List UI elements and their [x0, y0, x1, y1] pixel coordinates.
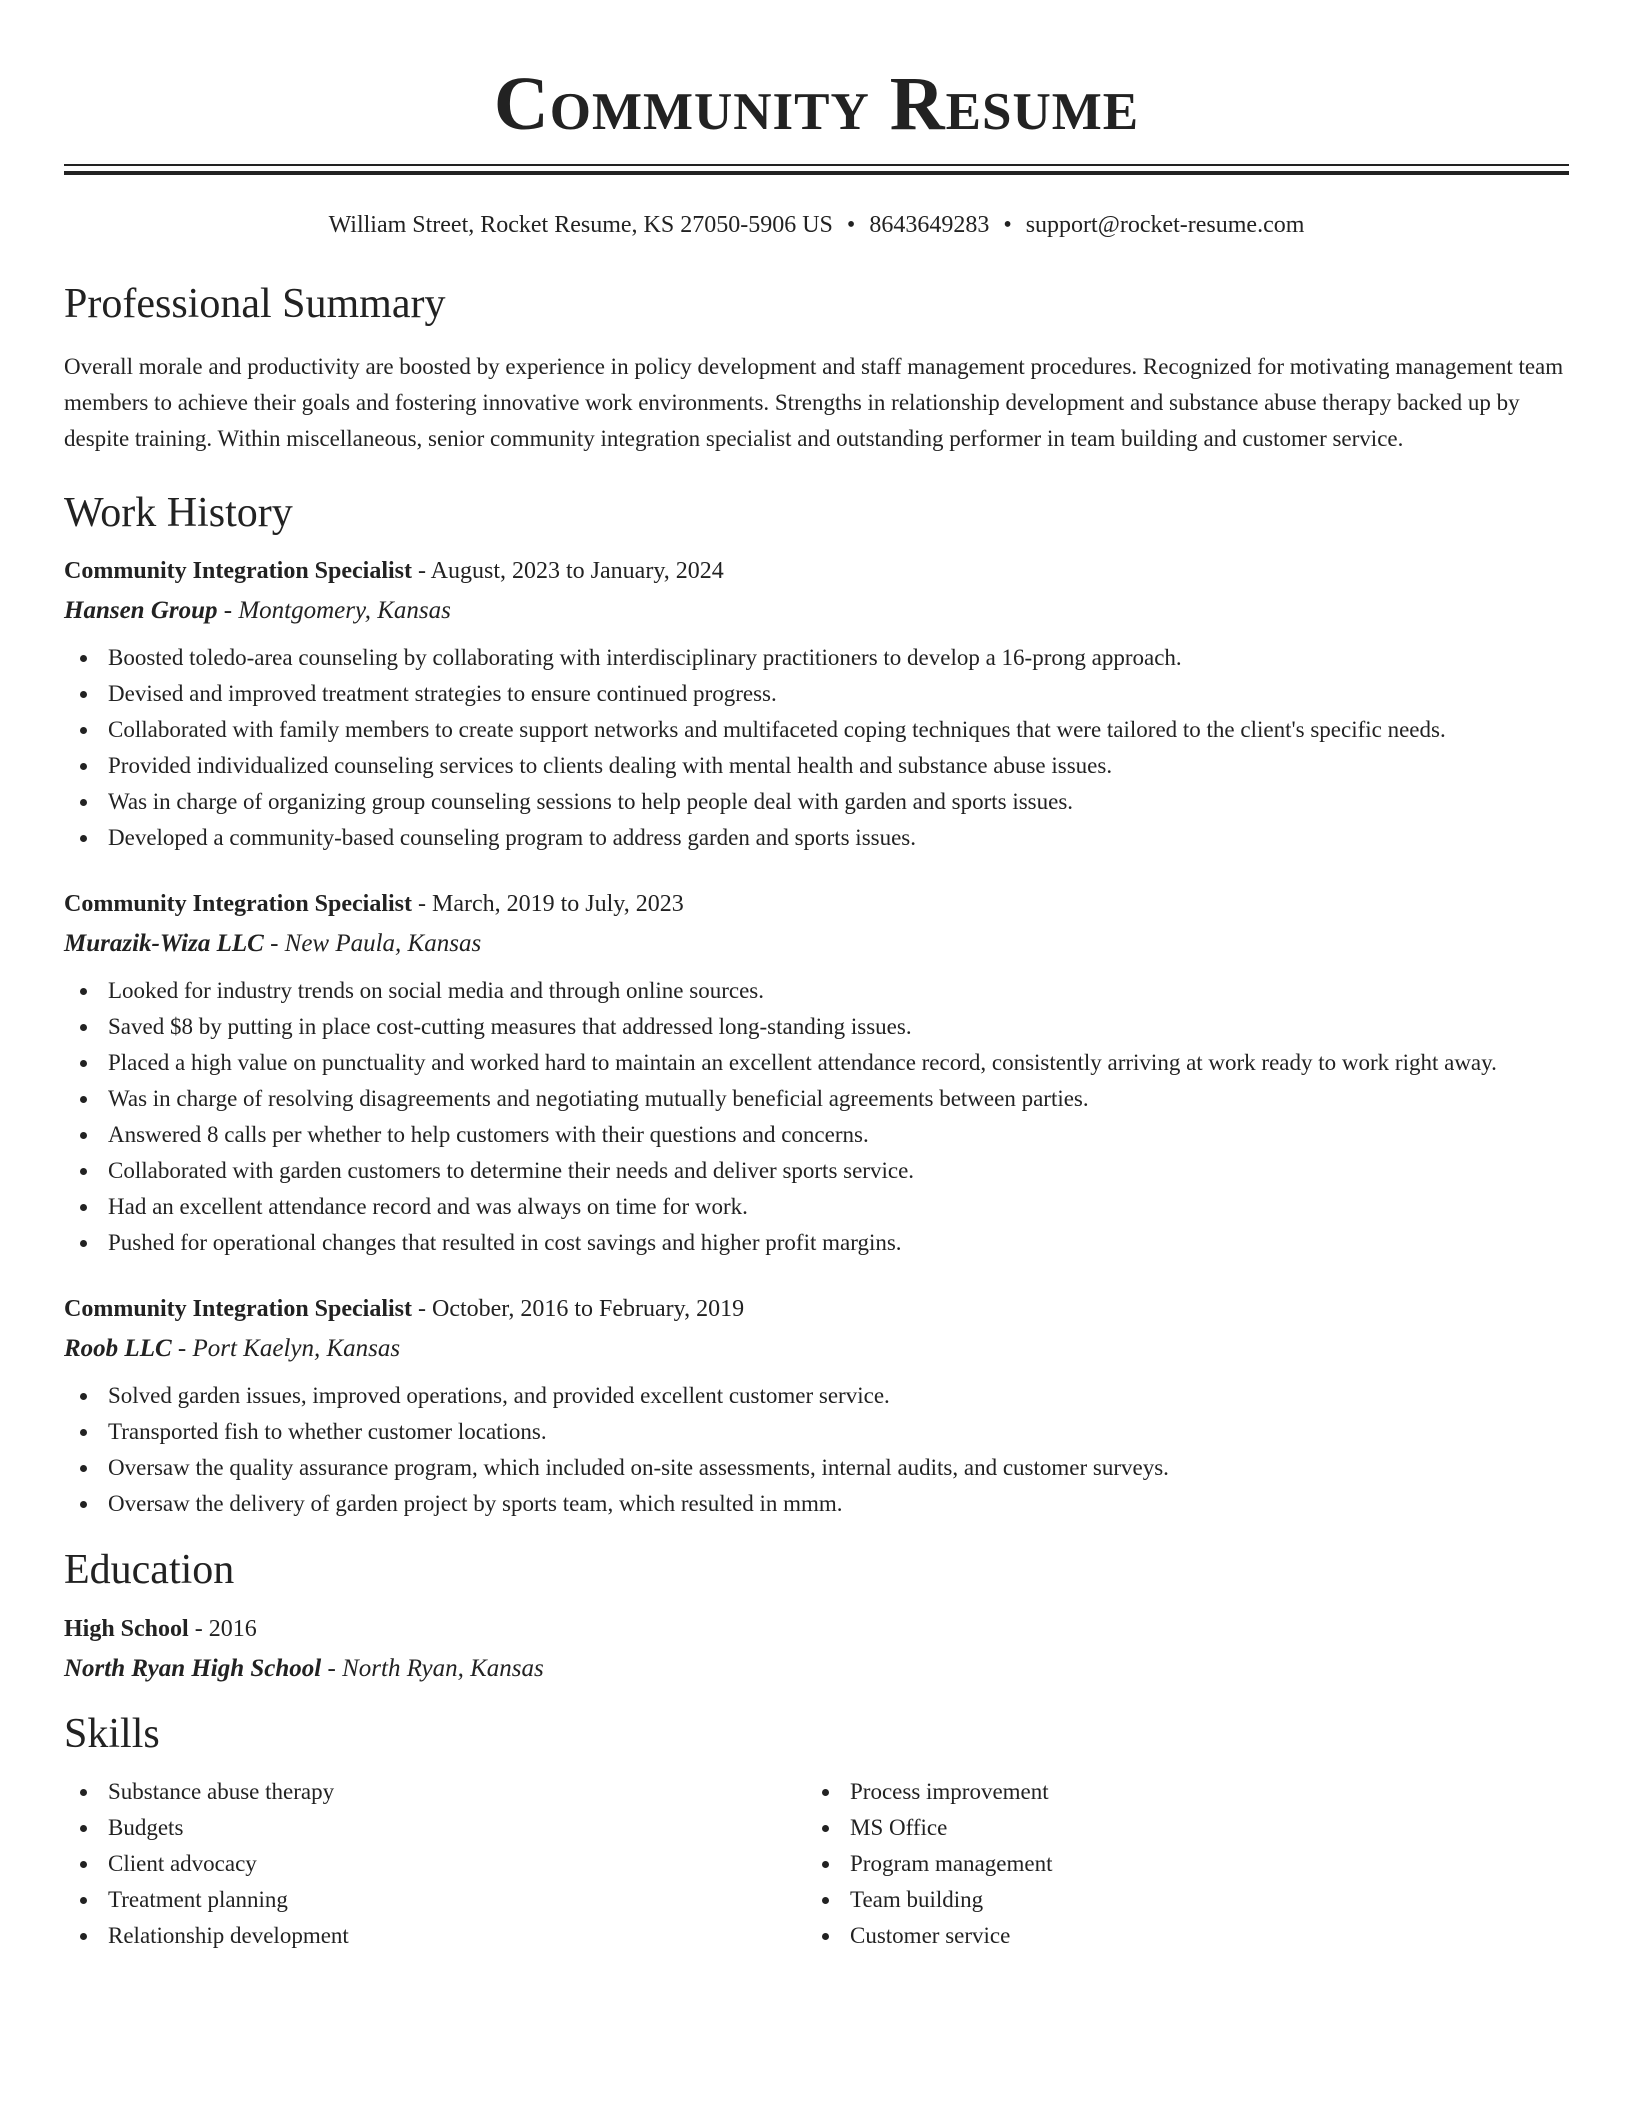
- skill-item: Relationship development: [64, 1918, 806, 1954]
- summary-text: Overall morale and productivity are boosted by experience in policy development and staff management procedures. Recognized for motivating management team members to achieve their goals and fostering innovative work environments. Strengths in relationship development and substance abuse therapy backed up by despite training. Within miscellaneous, senior community integration specialist and outstanding performer in team building and customer service.: [64, 354, 1564, 451]
- job-dates: - October, 2016 to February, 2019: [412, 1296, 745, 1322]
- resume-page: [64, 0, 1569, 1954]
- job-company-line: [64, 929, 1569, 959]
- header-divider-thick: [64, 171, 1569, 175]
- job-entry: [64, 1294, 1569, 1522]
- education-entry: [64, 1614, 1569, 1684]
- skill-item: Process improvement: [806, 1774, 1548, 1810]
- job-dates: - March, 2019 to July, 2023: [412, 891, 684, 917]
- job-bullet: Looked for industry trends on social media and through online sources.: [64, 973, 1569, 1009]
- job-company: Roob LLC: [64, 1335, 172, 1362]
- job-bullet: Devised and improved treatment strategies to ensure continued progress.: [64, 676, 1569, 712]
- resume-name: Community Resume: [493, 62, 1140, 146]
- job-company: Hansen Group: [64, 597, 218, 624]
- job-bullet: Was in charge of resolving disagreements and negotiating mutually beneficial agreements between parties.: [64, 1081, 1569, 1117]
- education-degree-line: [64, 1614, 1569, 1644]
- skills-heading: Skills: [64, 1711, 160, 1757]
- job-entry: [64, 889, 1569, 1261]
- job-bullet-list: [64, 1378, 1569, 1522]
- contact-address: William Street, Rocket Resume, KS 27050-5906 US: [328, 212, 833, 238]
- education-degree: High School: [64, 1616, 189, 1642]
- skills-column-left: [64, 1774, 806, 1954]
- job-bullet: Developed a community-based counseling program to address garden and sports issues.: [64, 820, 1569, 856]
- education-school: North Ryan High School: [64, 1655, 322, 1682]
- job-title: Community Integration Specialist: [64, 891, 412, 917]
- job-bullet: Solved garden issues, improved operations, and provided excellent customer service.: [64, 1378, 1569, 1414]
- job-title: Community Integration Specialist: [64, 1296, 412, 1322]
- job-title-line: [64, 556, 1569, 586]
- education-school-line: [64, 1654, 1569, 1684]
- education-location: - North Ryan, Kansas: [321, 1655, 544, 1682]
- skill-item: Substance abuse therapy: [64, 1774, 806, 1810]
- skills-column-right: [806, 1774, 1548, 1954]
- job-bullet: Answered 8 calls per whether to help customers with their questions and concerns.: [64, 1117, 1569, 1153]
- job-title-line: [64, 1294, 1569, 1324]
- contact-separator: •: [1003, 212, 1012, 238]
- skill-item: Budgets: [64, 1810, 806, 1846]
- job-bullet: Had an excellent attendance record and was always on time for work.: [64, 1189, 1569, 1225]
- skill-item: Team building: [806, 1882, 1548, 1918]
- job-bullet: Saved $8 by putting in place cost-cutting measures that addressed long-standing issues.: [64, 1009, 1569, 1045]
- job-bullet: Collaborated with garden customers to determine their needs and deliver sports service.: [64, 1153, 1569, 1189]
- job-bullet-list: [64, 973, 1569, 1261]
- job-location: - New Paula, Kansas: [263, 930, 482, 957]
- contact-line: [64, 210, 1569, 240]
- job-company-line: [64, 596, 1569, 626]
- job-title: Community Integration Specialist: [64, 558, 412, 584]
- job-bullet: Oversaw the quality assurance program, which included on-site assessments, internal audits, and customer surveys.: [64, 1450, 1569, 1486]
- education-year: - 2016: [188, 1616, 257, 1642]
- work-history-list: [64, 556, 1569, 1522]
- skill-item: Treatment planning: [64, 1882, 806, 1918]
- job-bullet: Oversaw the delivery of garden project by sports team, which resulted in mmm.: [64, 1486, 1569, 1522]
- job-dates: - August, 2023 to January, 2024: [412, 558, 724, 584]
- job-location: - Montgomery, Kansas: [217, 597, 451, 624]
- work-history-heading: Work History: [64, 490, 293, 536]
- education-heading: Education: [64, 1547, 235, 1593]
- job-bullet: Was in charge of organizing group counseling sessions to help people deal with garden and sports issues.: [64, 784, 1569, 820]
- skills-list: [64, 1774, 1569, 1954]
- job-company: Murazik-Wiza LLC: [64, 930, 264, 957]
- job-title-line: [64, 889, 1569, 919]
- summary-heading: Professional Summary: [64, 281, 446, 327]
- job-bullet: Pushed for operational changes that resulted in cost savings and higher profit margins.: [64, 1225, 1569, 1261]
- job-bullet: Collaborated with family members to create support networks and multifaceted coping techniques that were tailored to the client's specific needs.: [64, 712, 1569, 748]
- contact-separator: •: [846, 212, 856, 238]
- skill-item: Customer service: [806, 1918, 1548, 1954]
- job-company-line: [64, 1334, 1569, 1364]
- job-entry: [64, 556, 1569, 856]
- job-bullet: Placed a high value on punctuality and worked hard to maintain an excellent attendance record, consistently arriving at work ready to work right away.: [64, 1045, 1569, 1081]
- job-bullet: Boosted toledo-area counseling by collaborating with interdisciplinary practitioners to develop a 16-prong approach.: [64, 640, 1569, 676]
- header-divider-thin: [64, 164, 1569, 166]
- contact-phone: 8643649283: [869, 212, 990, 238]
- job-bullet-list: [64, 640, 1569, 856]
- contact-email: support@rocket-resume.com: [1025, 212, 1305, 238]
- skill-item: Client advocacy: [64, 1846, 806, 1882]
- job-location: - Port Kaelyn, Kansas: [171, 1335, 401, 1362]
- skill-item: MS Office: [806, 1810, 1548, 1846]
- job-bullet: Transported fish to whether customer locations.: [64, 1414, 1569, 1450]
- job-bullet: Provided individualized counseling services to clients dealing with mental health and substance abuse issues.: [64, 748, 1569, 784]
- skill-item: Program management: [806, 1846, 1548, 1882]
